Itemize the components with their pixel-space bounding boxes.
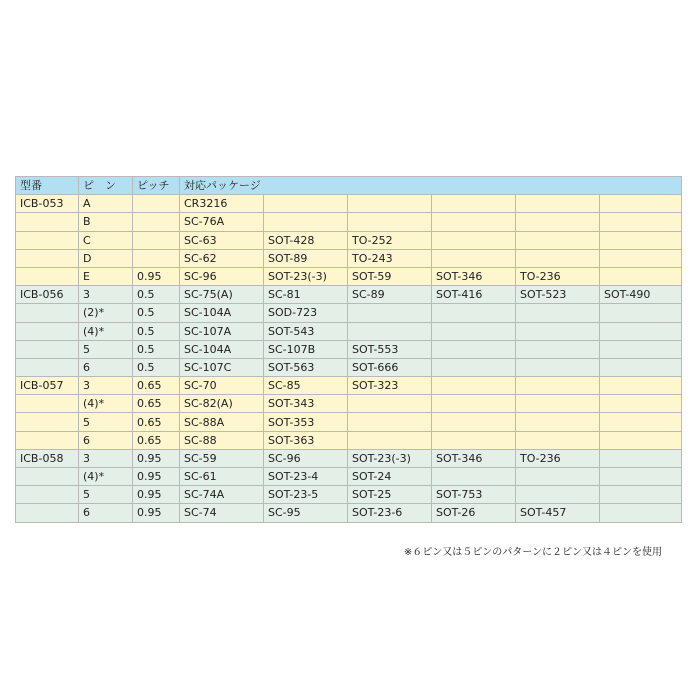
cell-model [16,413,79,431]
cell-pitch: 0.5 [133,340,180,358]
cell-package [264,213,348,231]
cell-pin: (4)* [79,322,133,340]
cell-package [432,195,516,213]
cell-pitch [133,249,180,267]
cell-pitch [133,231,180,249]
cell-package: SC-104A [180,340,264,358]
cell-model [16,249,79,267]
cell-package: SOT-26 [432,504,516,522]
cell-package: SOT-323 [348,377,432,395]
cell-package [516,358,600,376]
cell-package: SOT-89 [264,249,348,267]
cell-pin: 3 [79,286,133,304]
cell-package [432,304,516,322]
cell-pitch: 0.95 [133,468,180,486]
cell-model [16,267,79,285]
cell-package [432,431,516,449]
cell-package: SOT-563 [264,358,348,376]
cell-package: SC-81 [264,286,348,304]
cell-model [16,322,79,340]
cell-package [600,486,682,504]
cell-model [16,431,79,449]
cell-package: SOT-428 [264,231,348,249]
cell-package: SOT-353 [264,413,348,431]
cell-package: SC-96 [264,449,348,467]
cell-pitch: 0.95 [133,267,180,285]
footnote: ※６ピン又は５ピンのパターンに２ピン又は４ピンを使用 [403,547,662,558]
cell-package [432,213,516,231]
cell-package [516,340,600,358]
cell-pin: 6 [79,358,133,376]
cell-package [516,195,600,213]
cell-pitch: 0.5 [133,322,180,340]
cell-package [432,249,516,267]
table-row [16,358,682,376]
cell-package: SC-76A [180,213,264,231]
cell-model: ICB-053 [16,195,79,213]
cell-pin: 3 [79,377,133,395]
cell-package: SOT-23-6 [348,504,432,522]
cell-package [348,213,432,231]
cell-package [600,395,682,413]
cell-pin: A [79,195,133,213]
cell-pin: 6 [79,504,133,522]
cell-model [16,504,79,522]
cell-package [432,340,516,358]
cell-package: SOT-59 [348,267,432,285]
table-row [16,304,682,322]
cell-package: SOT-343 [264,395,348,413]
cell-pitch: 0.95 [133,486,180,504]
table-row [16,340,682,358]
cell-model [16,231,79,249]
cell-package: SOT-23(-3) [264,267,348,285]
table-body [16,195,682,522]
cell-package: SOT-490 [600,286,682,304]
cell-pin: E [79,267,133,285]
table-row [16,504,682,522]
cell-pin: (4)* [79,395,133,413]
cell-pitch: 0.65 [133,431,180,449]
cell-package [516,468,600,486]
cell-package [432,395,516,413]
cell-pitch [133,195,180,213]
cell-pitch: 0.65 [133,395,180,413]
cell-pin: B [79,213,133,231]
cell-package [432,322,516,340]
cell-package [600,304,682,322]
cell-package: SC-96 [180,267,264,285]
cell-package [516,395,600,413]
cell-package: SC-85 [264,377,348,395]
cell-package: SC-82(A) [180,395,264,413]
cell-package: SOT-543 [264,322,348,340]
cell-package [600,468,682,486]
cell-package [516,322,600,340]
cell-pin: 3 [79,449,133,467]
cell-package: TO-243 [348,249,432,267]
cell-package [432,358,516,376]
cell-package [348,413,432,431]
table-row [16,449,682,467]
cell-package [600,340,682,358]
cell-package: SOT-363 [264,431,348,449]
cell-package: SOT-346 [432,267,516,285]
cell-pin: D [79,249,133,267]
cell-package [348,395,432,413]
cell-model: ICB-058 [16,449,79,467]
header-pitch: ピッチ [133,177,180,195]
cell-model [16,395,79,413]
table-row [16,468,682,486]
cell-package: SC-107B [264,340,348,358]
cell-pitch: 0.65 [133,413,180,431]
header-packages: 対応パッケージ [180,177,682,195]
cell-model [16,213,79,231]
cell-package [516,304,600,322]
table-row [16,231,682,249]
cell-package: SOT-666 [348,358,432,376]
cell-package [516,249,600,267]
table-row [16,413,682,431]
cell-package [432,468,516,486]
cell-package: TO-236 [516,267,600,285]
cell-pitch: 0.95 [133,449,180,467]
cell-package: SOT-23-5 [264,486,348,504]
cell-model [16,468,79,486]
cell-package: SC-88 [180,431,264,449]
table-row [16,286,682,304]
cell-package [516,231,600,249]
table-row [16,322,682,340]
cell-package [516,431,600,449]
cell-package: SC-75(A) [180,286,264,304]
cell-pin: (4)* [79,468,133,486]
cell-package: SC-88A [180,413,264,431]
cell-package [600,504,682,522]
cell-package: SC-61 [180,468,264,486]
cell-package [516,213,600,231]
cell-model: ICB-057 [16,377,79,395]
table-row [16,395,682,413]
cell-package: SC-63 [180,231,264,249]
cell-package: SOD-723 [264,304,348,322]
cell-model [16,486,79,504]
cell-pin: 6 [79,431,133,449]
cell-model [16,340,79,358]
table-row [16,267,682,285]
cell-package: CR3216 [180,195,264,213]
cell-package [600,431,682,449]
cell-package [432,377,516,395]
cell-package [348,431,432,449]
header-pin: ピ ン [79,177,133,195]
table-header-row [16,177,682,195]
table-row [16,213,682,231]
cell-package: SC-74A [180,486,264,504]
cell-pin: C [79,231,133,249]
cell-package: SOT-24 [348,468,432,486]
cell-pitch: 0.5 [133,304,180,322]
cell-package: SOT-457 [516,504,600,522]
cell-package: SOT-523 [516,286,600,304]
cell-package: SC-95 [264,504,348,522]
cell-package [600,449,682,467]
cell-package [348,195,432,213]
cell-package: TO-252 [348,231,432,249]
cell-package [600,358,682,376]
cell-pin: 5 [79,486,133,504]
cell-pin: 5 [79,340,133,358]
cell-package [516,413,600,431]
cell-model [16,304,79,322]
cell-package [600,413,682,431]
table-row [16,249,682,267]
cell-package: SC-89 [348,286,432,304]
cell-package [600,231,682,249]
cell-package: SC-70 [180,377,264,395]
cell-package: SC-104A [180,304,264,322]
cell-package: SOT-23-4 [264,468,348,486]
cell-package [600,213,682,231]
cell-model: ICB-056 [16,286,79,304]
cell-package: SC-74 [180,504,264,522]
cell-package [348,304,432,322]
table-row [16,486,682,504]
cell-package [432,413,516,431]
cell-package: SC-107C [180,358,264,376]
cell-package: SC-62 [180,249,264,267]
header-model: 型番 [16,177,79,195]
cell-package [600,249,682,267]
cell-package [516,486,600,504]
cell-pin: 5 [79,413,133,431]
cell-pin: (2)* [79,304,133,322]
cell-package [600,322,682,340]
cell-package: SOT-753 [432,486,516,504]
cell-package [264,195,348,213]
cell-pitch: 0.5 [133,358,180,376]
cell-package: SOT-416 [432,286,516,304]
cell-package [600,267,682,285]
cell-package [600,377,682,395]
cell-package: SC-59 [180,449,264,467]
cell-package: SOT-346 [432,449,516,467]
cell-pitch [133,213,180,231]
cell-package [516,377,600,395]
cell-package: SOT-25 [348,486,432,504]
cell-package: SC-107A [180,322,264,340]
table-row [16,195,682,213]
cell-package: TO-236 [516,449,600,467]
cell-package [600,195,682,213]
table-row [16,377,682,395]
cell-pitch: 0.5 [133,286,180,304]
cell-package: SOT-23(-3) [348,449,432,467]
cell-package [348,322,432,340]
cell-model [16,358,79,376]
cell-package: SOT-553 [348,340,432,358]
cell-pitch: 0.95 [133,504,180,522]
package-table [15,176,682,523]
cell-package [432,231,516,249]
table-row [16,431,682,449]
cell-pitch: 0.65 [133,377,180,395]
